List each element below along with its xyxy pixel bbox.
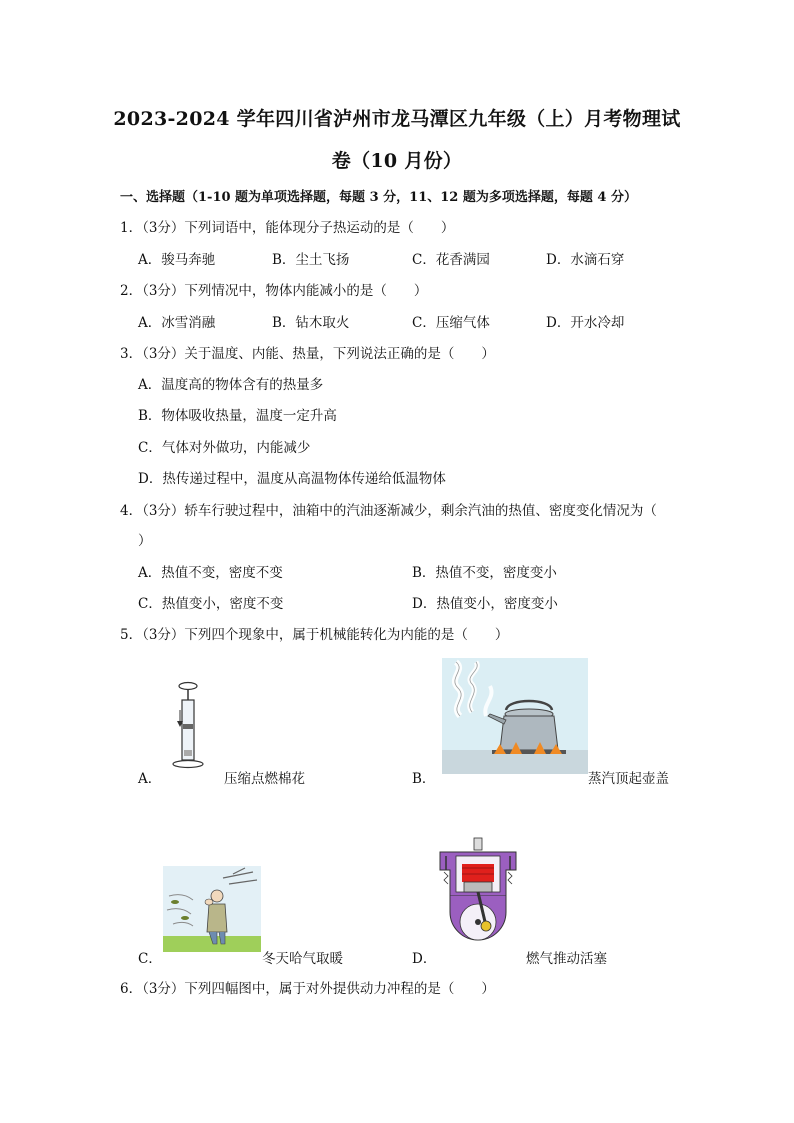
question-4-option-d: D．热值变小，密度变小 [412, 596, 558, 612]
question-4-stem: 4．（3分）轿车行驶过程中，油箱中的汽油逐渐减少，剩余汽油的热值、密度变化情况为（ [120, 503, 657, 519]
question-2-option-a: A．冰雪消融 [138, 315, 216, 331]
question-1-option-c: C．花香满园 [412, 252, 490, 268]
question-2-option-b: B．钻木取火 [272, 315, 350, 331]
question-2-stem: 2．（3分）下列情况中，物体内能减小的是（ ） [120, 283, 428, 299]
question-5-option-c-label: C． [138, 951, 162, 967]
winter-breath-figure [163, 866, 261, 952]
question-3-stem: 3．（3分）关于温度、内能、热量，下列说法正确的是（ ） [120, 346, 495, 362]
question-2-option-d: D．开水冷却 [546, 315, 625, 331]
question-5-option-a-caption: 压缩点燃棉花 [224, 771, 305, 787]
question-3-option-d: D．热传递过程中，温度从高温物体传递给低温物体 [138, 471, 446, 487]
question-2-option-c: C．压缩气体 [412, 315, 490, 331]
question-3-option-c: C．气体对外做功，内能减少 [138, 440, 311, 456]
question-3-option-a: A．温度高的物体含有的热量多 [138, 377, 324, 393]
question-5-option-a-label: A． [138, 771, 162, 787]
engine-piston-figure [436, 836, 520, 952]
question-5-option-d-label: D． [412, 951, 437, 967]
question-5-stem: 5．（3分）下列四个现象中，属于机械能转化为内能的是（ ） [120, 627, 509, 643]
question-1-option-d: D．水滴石穿 [546, 252, 625, 268]
question-5-option-d-caption: 燃气推动活塞 [526, 951, 607, 967]
question-1-option-a: A．骏马奔驰 [138, 252, 216, 268]
kettle-steam-figure [442, 658, 588, 774]
section-heading: 一、选择题（1-10 题为单项选择题，每题 3 分，11、12 题为多项选择题，每题 4 分） [120, 190, 637, 205]
page-title-line1: 2023-2024 学年四川省泸州市龙马潭区九年级（上）月考物理试 [113, 108, 681, 130]
question-4-option-a: A．热值不变，密度不变 [138, 565, 283, 581]
question-1-stem: 1．（3分）下列词语中，能体现分子热运动的是（ ） [120, 220, 455, 236]
question-4-stem-continued: ） [138, 533, 152, 549]
question-3-option-b: B．物体吸收热量，温度一定升高 [138, 408, 337, 424]
question-5-option-b-label: B． [412, 771, 436, 787]
question-5-option-b-caption: 蒸汽顶起壶盖 [588, 771, 669, 787]
question-4-option-b: B．热值不变，密度变小 [412, 565, 557, 581]
question-4-option-c: C．热值变小，密度不变 [138, 596, 284, 612]
question-6-stem: 6．（3分）下列四幅图中，属于对外提供动力冲程的是（ ） [120, 981, 495, 997]
page-title-line2: 卷（10 月份） [331, 150, 463, 172]
question-5-option-c-caption: 冬天哈气取暖 [262, 951, 343, 967]
compression-tube-figure [170, 680, 206, 770]
question-1-option-b: B．尘土飞扬 [272, 252, 350, 268]
